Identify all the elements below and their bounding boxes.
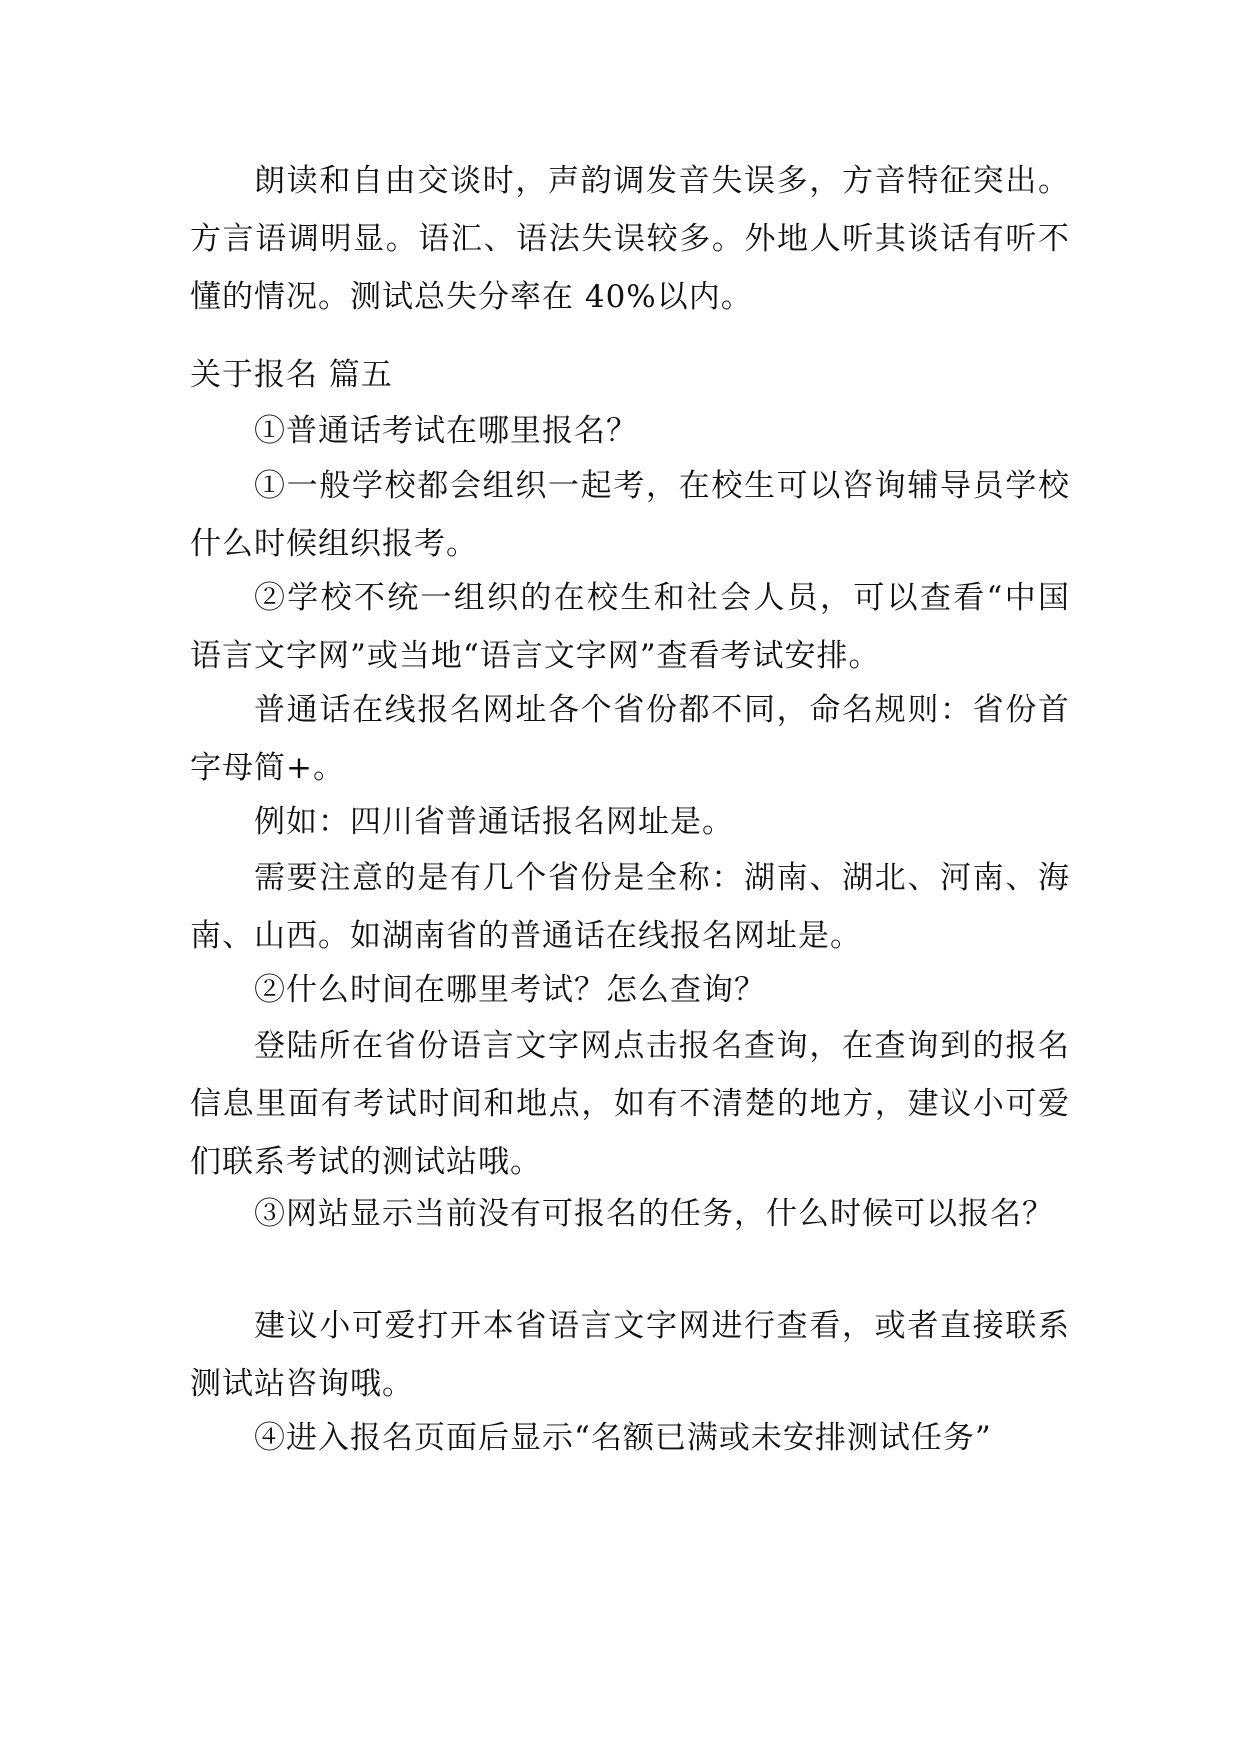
paragraph-q4: ④进入报名页面后显示“名额已满或未安排测试任务” (254, 1420, 992, 1456)
paragraph-answer-2: ②学校不统一组织的在校生和社会人员，可以查看“中国语言文字网”或当地“语言文字网”查看考试安排。 (190, 580, 1070, 674)
paragraph-q3: ③网站显示当前没有可报名的任务，什么时候可以报名？ (254, 1196, 1054, 1232)
paragraph-example: 例如：四川省普通话报名网址是。 (254, 804, 734, 840)
paragraph-full-name-note: 需要注意的是有几个省份是全称：湖南、湖北、河南、海南、山西。如湖南省的普通话在线报名网址是。 (190, 860, 1070, 954)
intro-paragraph: 朗读和自由交谈时，声韵调发音失误多，方音特征突出。方言语调明显。语汇、语法失误较多。外地人听其谈话有听不懂的情况。测试总失分率在 40%以内。 (190, 163, 1070, 315)
paragraph-q2: ②什么时间在哪里考试？怎么查询？ (254, 972, 766, 1008)
paragraph-url-rule: 普通话在线报名网址各个省份都不同，命名规则：省份首字母简+。 (190, 692, 1070, 786)
section-heading: 关于报名 篇五 (190, 357, 393, 393)
paragraph-answer-1: ①一般学校都会组织一起考，在校生可以咨询辅导员学校什么时候组织报考。 (190, 468, 1070, 562)
paragraph-q1: ①普通话考试在哪里报名？ (254, 413, 638, 449)
paragraph-answer-q3: 建议小可爱打开本省语言文字网进行查看，或者直接联系测试站咨询哦。 (190, 1308, 1070, 1402)
paragraph-answer-q2: 登陆所在省份语言文字网点击报名查询，在查询到的报名信息里面有考试时间和地点，如有不清楚的地方，建议小可爱们联系考试的测试站哦。 (190, 1028, 1070, 1180)
